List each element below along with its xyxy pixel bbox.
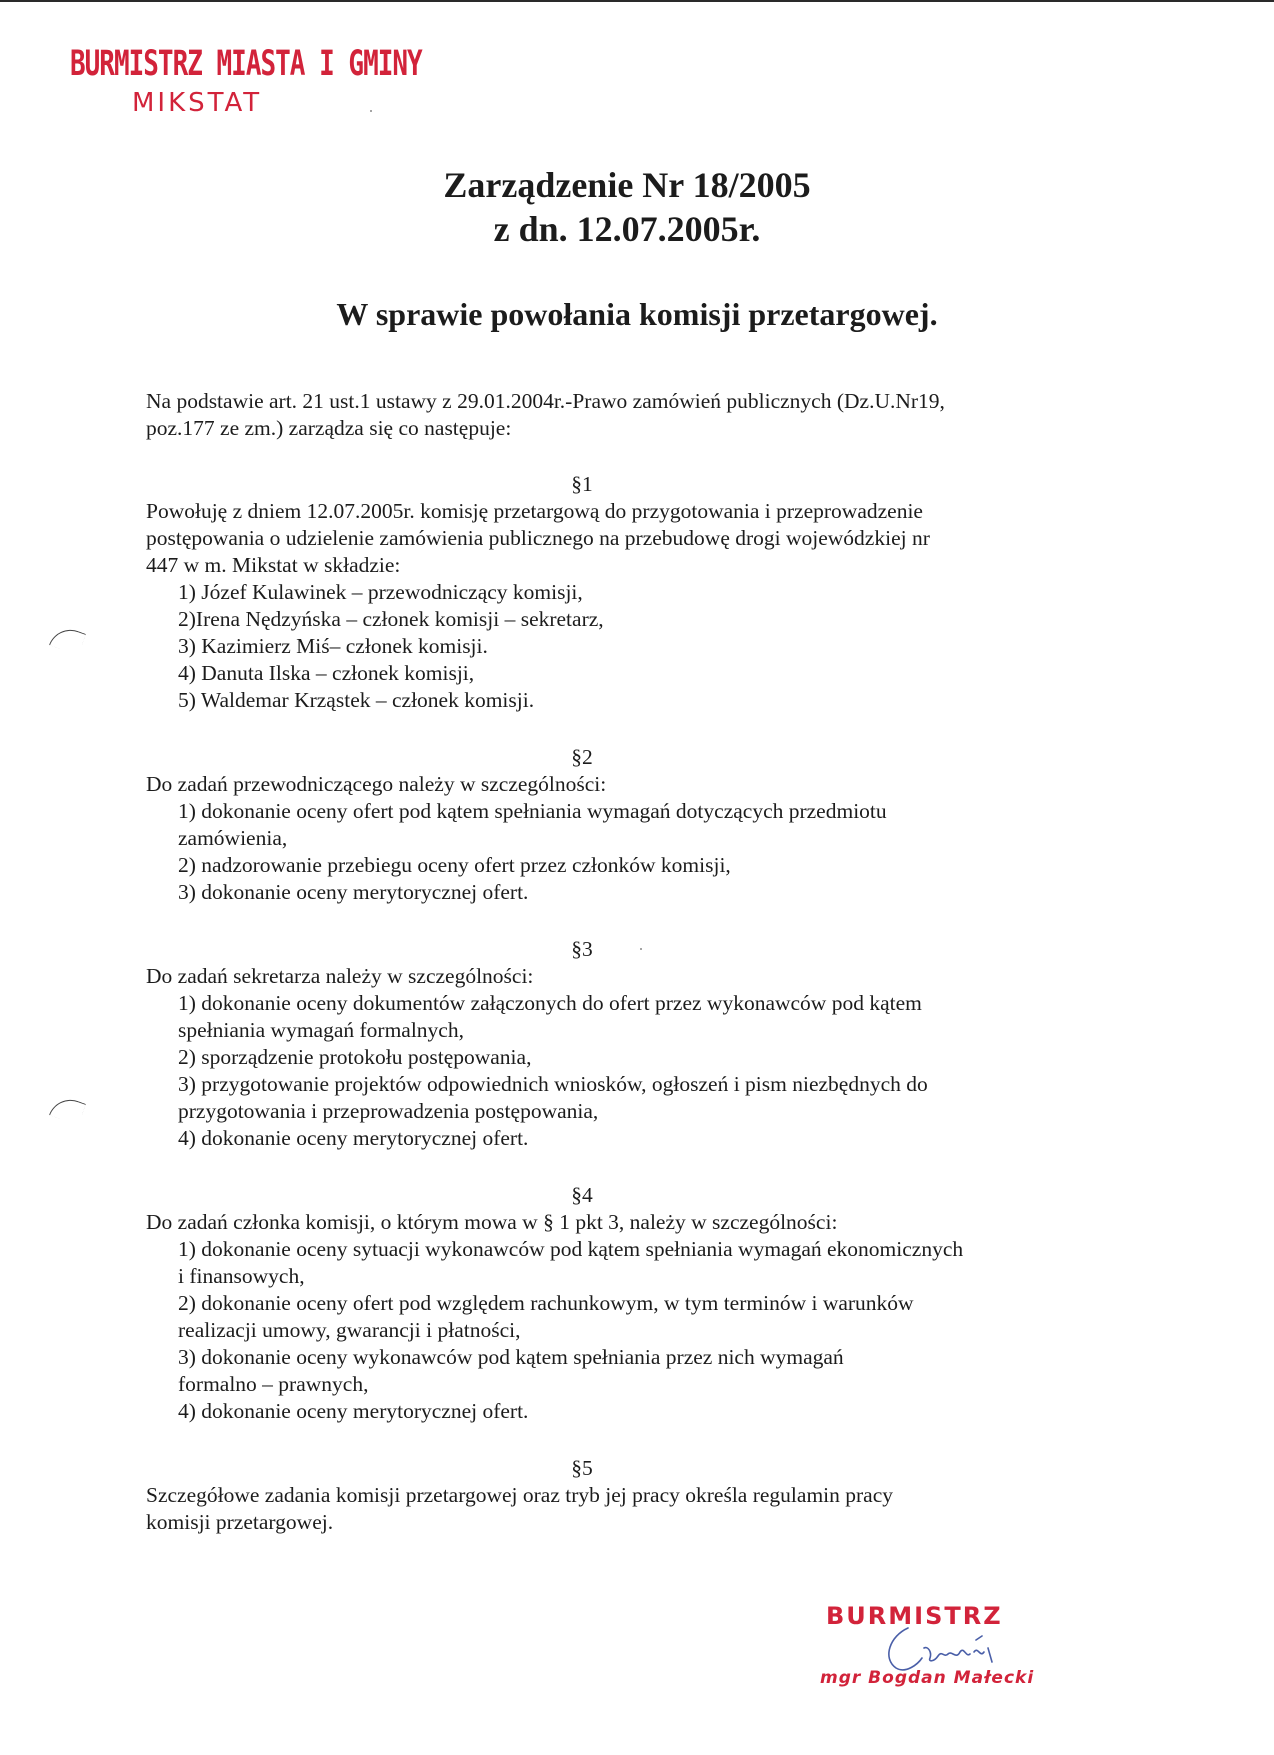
document-title: Zarządzenie Nr 18/2005	[443, 165, 811, 205]
stamp-bottom-name: mgr Bogdan Małecki	[820, 1668, 1035, 1688]
punch-hole-mark	[49, 1093, 86, 1125]
committee-member: 4) Danuta Ilska – członek komisji,	[178, 661, 475, 685]
s4-item-cont: i finansowych,	[178, 1264, 305, 1288]
s3-item: 2) sporządzenie protokołu postępowania,	[178, 1045, 532, 1069]
intro-line: poz.177 ze zm.) zarządza się co następuje:	[146, 416, 512, 440]
scan-speck	[640, 948, 642, 950]
s3-item-cont: spełniania wymagań formalnych,	[178, 1018, 464, 1042]
document-body	[146, 388, 1146, 1536]
s2-item-cont: zamówienia,	[178, 826, 288, 850]
s2-lead: Do zadań przewodniczącego należy w szczególności:	[146, 772, 607, 796]
s5-line: Szczegółowe zadania komisji przetargowej oraz tryb jej pracy określa regulamin pracy	[146, 1483, 894, 1507]
s1-line: 447 w m. Mikstat w składzie:	[146, 553, 401, 577]
s2-item: 1) dokonanie oceny ofert pod kątem spełniania wymagań dotyczących przedmiotu	[178, 799, 887, 823]
s1-line: postępowania o udzielenie zamówienia publicznego na przebudowę drogi wojewódzkiej nr	[146, 526, 930, 550]
scan-speck	[370, 110, 372, 112]
s2-item: 3) dokonanie oceny merytorycznej ofert.	[178, 880, 529, 904]
punch-hole-mark	[49, 623, 86, 655]
s4-item: 2) dokonanie oceny ofert pod względem rachunkowym, w tym terminów i warunków	[178, 1291, 914, 1315]
section-heading-5: §5	[571, 1456, 593, 1480]
s2-item: 2) nadzorowanie przebiegu oceny ofert przez członków komisji,	[178, 853, 731, 877]
s3-item-cont: przygotowania i przeprowadzenia postępowania,	[178, 1099, 599, 1123]
s4-item: 1) dokonanie oceny sytuacji wykonawców pod kątem spełniania wymagań ekonomicznych	[178, 1237, 964, 1261]
section-heading-4: §4	[571, 1183, 593, 1207]
section-heading-1: §1	[571, 472, 593, 496]
committee-member: 1) Józef Kulawinek – przewodniczący komisji,	[178, 580, 583, 604]
mayor-stamp-top	[70, 44, 422, 118]
stamp-top-line1: BURMISTRZ MIASTA I GMINY	[70, 44, 422, 85]
s3-lead: Do zadań sekretarza należy w szczególności:	[146, 964, 534, 988]
section-heading-2: §2	[571, 745, 593, 769]
stamp-top-line2: MIKSTAT	[132, 88, 263, 118]
s4-item: 3) dokonanie oceny wykonawców pod kątem spełniania przez nich wymagań	[178, 1345, 844, 1369]
s1-line: Powołuję z dniem 12.07.2005r. komisję przetargową do przygotowania i przeprowadzenie	[146, 499, 923, 523]
handwritten-signature	[870, 1618, 1030, 1678]
s4-item-cont: realizacji umowy, gwarancji i płatności,	[178, 1318, 521, 1342]
s4-lead: Do zadań członka komisji, o którym mowa w § 1 pkt 3, należy w szczególności:	[146, 1210, 838, 1234]
s5-line: komisji przetargowej.	[146, 1510, 334, 1534]
section-heading-3: §3	[571, 937, 593, 961]
committee-member: 5) Waldemar Krząstek – członek komisji.	[178, 688, 535, 712]
document-subject: W sprawie powołania komisji przetargowej.	[336, 296, 938, 332]
committee-member: 2)Irena Nędzyńska – członek komisji – sekretarz,	[178, 607, 604, 631]
stamp-bottom-title: BURMISTRZ	[826, 1602, 1003, 1630]
s4-item-cont: formalno – prawnych,	[178, 1372, 369, 1396]
s3-item: 3) przygotowanie projektów odpowiednich wniosków, ogłoszeń i pism niezbędnych do	[178, 1072, 928, 1096]
s3-item: 1) dokonanie oceny dokumentów załączonych do ofert przez wykonawców pod kątem	[178, 991, 922, 1015]
committee-member: 3) Kazimierz Miś– członek komisji.	[178, 634, 488, 658]
scan-top-edge	[0, 0, 1274, 2]
s3-item: 4) dokonanie oceny merytorycznej ofert.	[178, 1126, 529, 1150]
document-date: z dn. 12.07.2005r.	[493, 209, 761, 249]
s4-item: 4) dokonanie oceny merytorycznej ofert.	[178, 1399, 529, 1423]
intro-line: Na podstawie art. 21 ust.1 ustawy z 29.01.2004r.-Prawo zamówień publicznych (Dz.U.Nr19,	[146, 389, 945, 413]
